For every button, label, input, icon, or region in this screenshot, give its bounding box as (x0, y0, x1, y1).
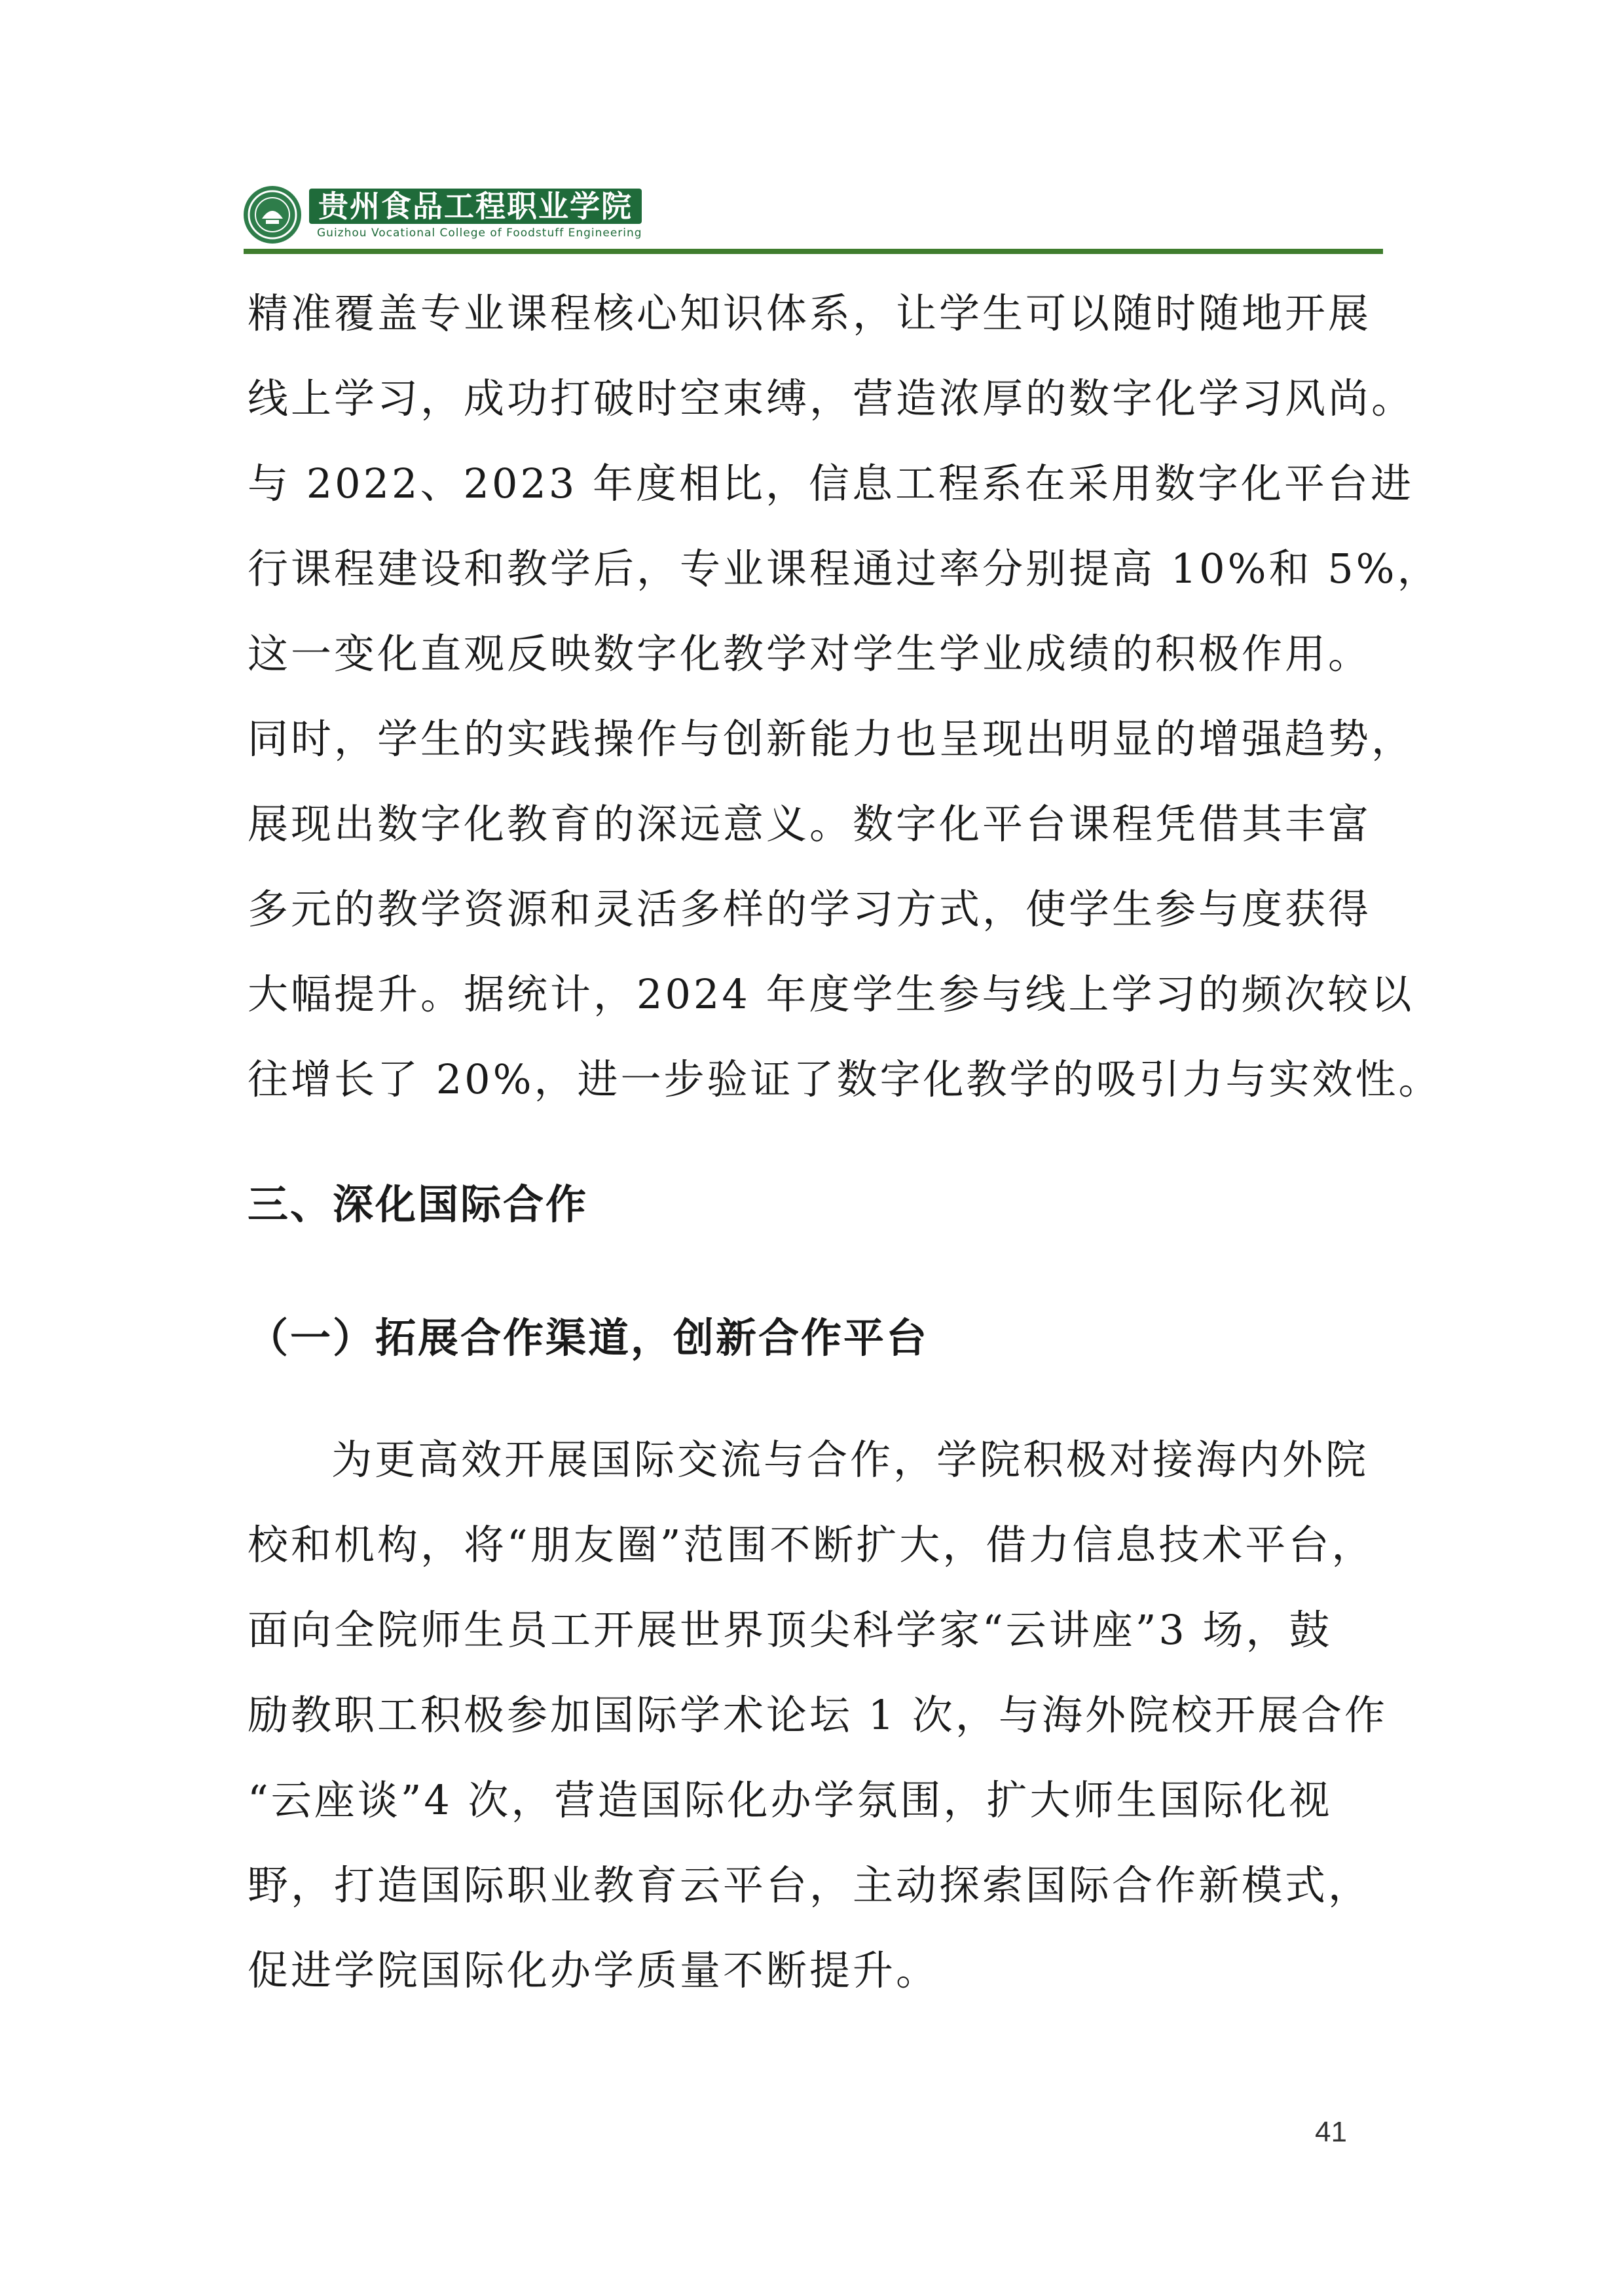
college-emblem-icon (244, 186, 301, 244)
header-rule (244, 249, 1383, 254)
paragraph-2 (248, 1417, 1387, 2013)
college-name-en: Guizhou Vocational College of Foodstuff Engineering (317, 227, 642, 240)
text-line: 与 2022、2023 年度相比，信息工程系在采用数字化平台进 (248, 460, 1414, 507)
text-line: 这一变化直观反映数字化教学对学生学业成绩的积极作用。 (248, 630, 1372, 678)
text-line: 励教职工积极参加国际学术论坛 1 次，与海外院校开展合作 (248, 1691, 1388, 1739)
text-line: “云座谈”4 次，营造国际化办学氛围，扩大师生国际化视 (248, 1776, 1333, 1824)
text-line: 多元的教学资源和灵活多样的学习方式，使学生参与度获得 (248, 885, 1372, 933)
paragraph-1 (248, 271, 1442, 1122)
text-line: 促进学院国际化办学质量不断提升。 (248, 1946, 940, 1994)
text-line: 线上学习，成功打破时空束缚，营造浓厚的数字化学习风尚。 (248, 374, 1415, 422)
text-line: 面向全院师生员工开展世界顶尖科学家“云讲座”3 场，鼓 (248, 1606, 1333, 1654)
text-line: 同时，学生的实践操作与创新能力也呈现出明显的增强趋势， (248, 715, 1415, 763)
text-line: 大幅提升。据统计，2024 年度学生参与线上学习的频次较以 (248, 970, 1414, 1018)
text-line: 为更高效开展国际交流与合作，学院积极对接海内外院 (331, 1436, 1369, 1484)
text-line: 展现出数字化教育的深远意义。数字化平台课程凭借其丰富 (248, 800, 1372, 848)
text-line: 行课程建设和教学后，专业课程通过率分别提高 10%和 5%， (248, 545, 1441, 592)
text-line: 校和机构，将“朋友圈”范围不断扩大，借力信息技术平台， (248, 1521, 1375, 1569)
text-line: 野，打造国际职业教育云平台，主动探索国际合作新模式， (248, 1861, 1372, 1909)
text-line: 往增长了 20%，进一步验证了数字化教学的吸引力与实效性。 (248, 1055, 1442, 1103)
college-logo (309, 186, 807, 245)
document-header (244, 186, 1383, 258)
section-heading: 三、深化国际合作 (248, 1180, 589, 1228)
page-number: 41 (1315, 2116, 1347, 2148)
college-name-cn: 贵州食品工程职业学院 (309, 189, 642, 224)
text-line: 精准覆盖专业课程核心知识体系，让学生可以随时随地开展 (248, 289, 1372, 337)
subsection-heading: （一）拓展合作渠道，创新合作平台 (248, 1314, 929, 1362)
